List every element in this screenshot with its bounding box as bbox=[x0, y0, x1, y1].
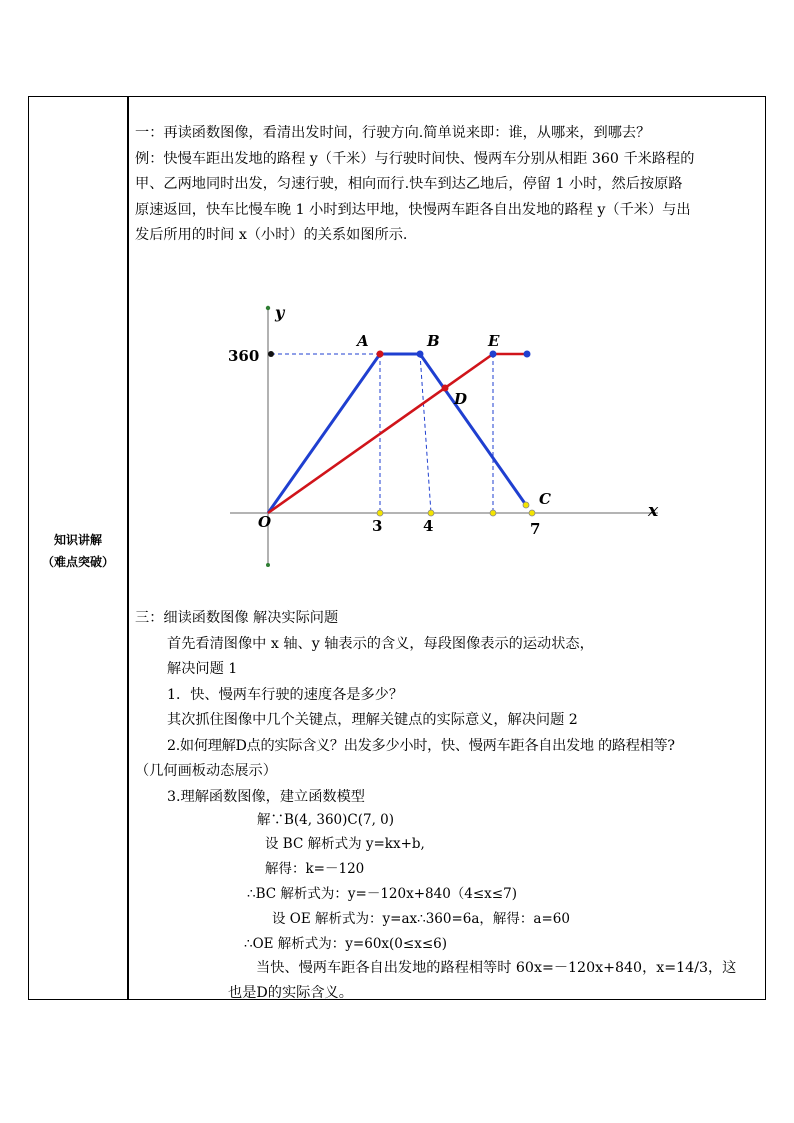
label-A: A bbox=[357, 332, 369, 350]
distance-time-chart bbox=[220, 295, 670, 575]
section3-line: （几何画板动态展示） bbox=[135, 763, 277, 779]
y-axis-bottom-dot bbox=[266, 563, 270, 567]
example-line: 例：快慢车距出发地的路程 y（千米）与行驶时间快、慢两车分别从相距 360 千米路程的 bbox=[135, 150, 695, 167]
section3-line: 首先看清图像中 x 轴、y 轴表示的含义，每段图像表示的运动状态， bbox=[167, 635, 594, 652]
column-divider bbox=[127, 96, 129, 1000]
solution-line: 也是D的实际含义。 bbox=[228, 985, 353, 1001]
example-line: 原速返回，快车比慢车晚 1 小时到达甲地，快慢两车距各自出发地的路程 y（千米）与出 bbox=[135, 201, 691, 218]
y-tick-360: 360 bbox=[228, 347, 260, 365]
left-cell-subtitle: （难点突破） bbox=[41, 555, 114, 569]
section1-heading: 一：再读函数图像，看清出发时间，行驶方向.简单说来即：谁，从哪来，到哪去？ bbox=[135, 125, 651, 141]
solution-line: 设 OE 解析式为：y=ax∴360=6a，解得：a=60 bbox=[272, 911, 570, 927]
point-D bbox=[442, 385, 449, 392]
section3-line: 2.如何理解D点的实际含义？出发多少小时，快、慢两车距各自出发地 的路程相等? bbox=[167, 737, 675, 754]
label-C: C bbox=[539, 490, 551, 508]
origin-label: O bbox=[258, 513, 272, 531]
left-cell-title: 知识讲解 bbox=[53, 533, 102, 547]
section3-line: 其次抓住图像中几个关键点，理解关键点的实际意义，解决问题 2 bbox=[167, 712, 578, 728]
example-line: 甲、乙两地同时出发，匀速行驶，相向而行.快车到达乙地后，停留 1 小时，然后按原路 bbox=[135, 176, 683, 192]
solution-line: 解得：k=－120 bbox=[265, 861, 365, 877]
guide-B-D bbox=[420, 354, 431, 513]
point-A bbox=[377, 351, 384, 358]
solution-line: 设 BC 解析式为 y=kx+b, bbox=[265, 836, 425, 852]
example-line: 发后所用的时间 x（小时）的关系如图所示. bbox=[135, 227, 408, 243]
slow-car-line bbox=[268, 354, 527, 513]
point-360 bbox=[268, 351, 274, 357]
y-axis-label: y bbox=[275, 303, 285, 322]
point-7 bbox=[529, 510, 535, 516]
point-3 bbox=[377, 510, 383, 516]
x-tick-7: 7 bbox=[530, 520, 541, 538]
section3-line: 解决问题 1 bbox=[167, 661, 238, 677]
y-axis-top-dot bbox=[266, 306, 270, 310]
solution-line: ∴OE 解析式为：y=60x(0≤x≤6) bbox=[244, 936, 447, 952]
label-E: E bbox=[488, 332, 500, 350]
section3-line: 1．快、慢两车行驶的速度各是多少？ bbox=[167, 686, 404, 703]
point-C bbox=[523, 502, 529, 508]
section1 bbox=[135, 121, 760, 249]
section3 bbox=[135, 606, 760, 810]
solution-line: 当快、慢两车距各自出发地的路程相等时 60x=－120x+840，x=14/3，这 bbox=[256, 960, 737, 976]
point-E bbox=[490, 351, 497, 358]
point-end bbox=[524, 351, 531, 358]
label-D: D bbox=[454, 390, 468, 408]
x-axis-label: x bbox=[648, 501, 659, 521]
solution-line: 解∵B(4, 360)C(7, 0) bbox=[257, 812, 395, 828]
fast-car-line bbox=[268, 354, 526, 513]
section3-line: 3.理解函数图像，建立函数模型 bbox=[167, 788, 365, 805]
x-tick-3: 3 bbox=[372, 517, 383, 535]
point-6 bbox=[490, 510, 496, 516]
solution-line: ∴BC 解析式为：y=－120x+840（4≤x≤7) bbox=[247, 886, 517, 902]
point-B bbox=[417, 351, 424, 358]
x-tick-4: 4 bbox=[423, 517, 434, 535]
label-B: B bbox=[427, 332, 440, 350]
section3-heading: 三：细读函数图像 解决实际问题 bbox=[135, 610, 339, 626]
point-4 bbox=[428, 510, 434, 516]
